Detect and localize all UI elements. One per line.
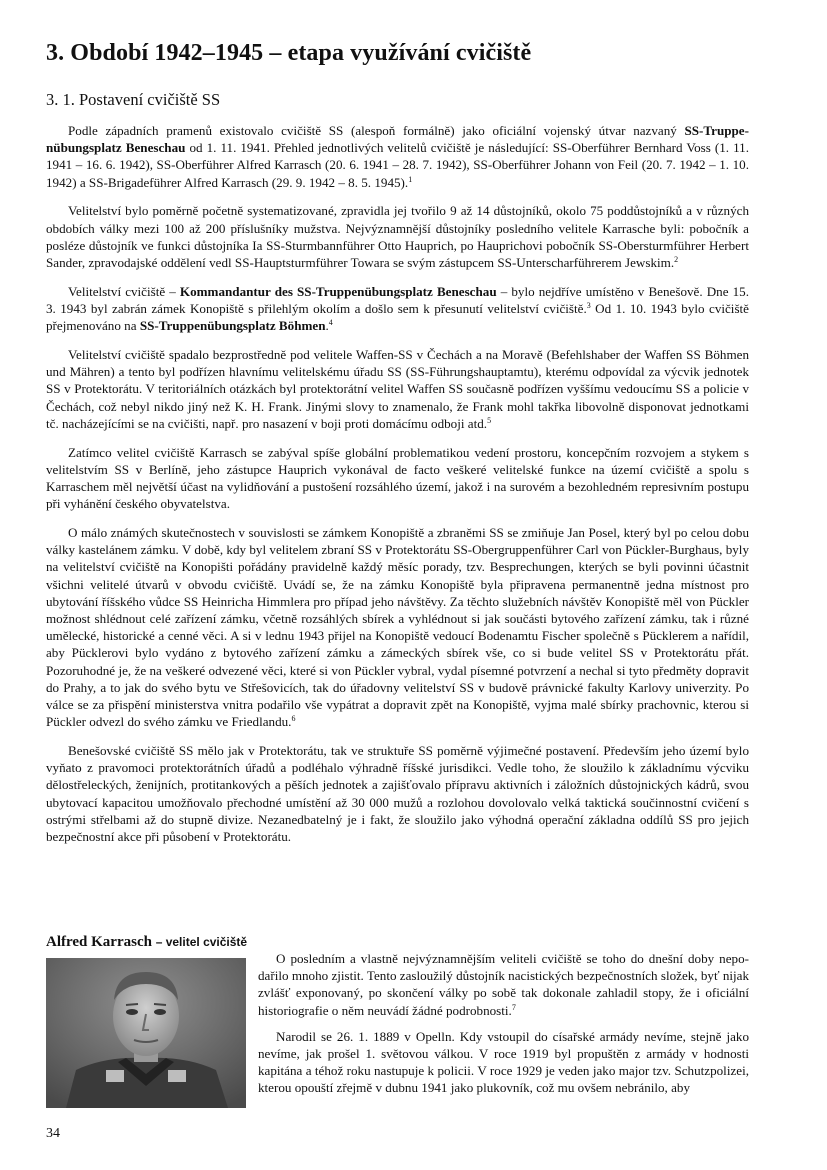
paragraph <box>46 122 749 191</box>
paragraph <box>258 1028 749 1097</box>
portrait-photo <box>46 958 246 1108</box>
bold-term: SS-Truppenübungsplatz Beneschau <box>46 123 749 156</box>
text-run: O málo známých skutečnostech v souvislosti se zámkem Konopiště a zbraněmi SS se zmiňuje Jan Posel, který byl po celou dobu války kastelánem zámku. V době, kdy byl velitelem zbraní SS v Protektorátu SS-Obergruppenführer Carl von Pückler-Burghaus, byly na velitelství cvičiště na Konopišti pořádány pravidelně každý měsíc porady, tzv. Besprechungen, kterých se byli povinni účastnit všichni velitelé útvarů v obvodu cvičiště. Uvádí se, že na zámku Konopiště byla připravena permanentně jedna místnost pro ubytování říšského vůdce SS Heinricha Himmlera pro případ jeho návštěvy. Za těchto služebních návštěv Konopiště měl von Pückler možnost shlédnout celé zařízení zámku, včetně rozsáhlých sbírek a vyhlédnout si jak součásti bytového zařízení zámku, tak i různé umělecké, historické a cenné věci. A si v lednu 1943 přijel na Konopiště vedoucí Bodenamtu Fischer společně s Pücklerem a nařídil, aby Pücklerovi bylo vydáno z bytového zařízení zámku a zámeckých sbírek vše, co si bude velitel SS v Protektorátu přát. Pozoruhodné je, že na veškeré odvezené věci, které si von Pückler vybral, vydal písemné potvrzení a nechal si tyto předměty dopravit do Prahy, a to jak do svého bytu ve Střešovicích, tak do úřadovny velitelství SS v budově právnické fakulty Karlovy univerzity. Po válce se za přispění ministerstva vnitra podařilo vše vypátrat a dopravit zpět na Konopiště, vyjma malé sbírky prachovnic, kterou si Pückler odvezl do svého zámku ve Friedlandu. <box>46 525 749 730</box>
text-run: – bylo nejdříve umístěno v Benešově. Dne 15. 3. 1943 byl zabrán zámek Konopiště s přilehlým okolím a došlo sem k přesunutí velitelství cvičiště. <box>46 283 749 317</box>
footnote-ref: 2 <box>674 255 679 265</box>
text-run: Velitelství cvičiště spadalo bezprostředně pod velitele Waffen-SS v Čechách a na Moravě (Befehlshaber der Waffen SS Böhmen und Mähren) a tento byl podřízen hlavnímu velitelskému úřadu SS (SS-Führungshauptamtu), kterému odpovídal za výcvik jednotek SS v Protektorátu. V teritoriálních otázkách byl protektorátní velitel Waffen SS současně podřízen vyššímu vedoucímu SS a policie v Čechách, což nebyl nikdo jiný než K. H. Frank. Jinými slovy to znamenalo, že Frank mohl takřka libovolně disponovat jednotkami tč. nacházejícími se na cvičišti, např. pro nasazení v boji proti domácímu odboji atd. <box>46 347 749 431</box>
text-run: Benešovské cvičiště SS mělo jak v Protektorátu, tak ve struktuře SS poměrně výjimečné postavení. Především jeho území bylo vyňato z pravomoci protektorátních úřadů a podléhalo výhradně říšské jurisdikci. Vedle toho, že sloužilo k základnímu výcviku dělostřeleckých, ženijních, protitankových a pěších jednotek a zajišťovalo přípravu aktivních i záložních důstojnických kádrů, svou ubytovací kapacitou umožňovalo přechodné umístění až 30 000 mužů a rozlohou dovolovalo velká taktická součinnostní cvičení s ostrými střelbami až do stupně divize. Nezanedbatelný je i fakt, že sloužilo jako výhodná operační základna oddílů SS pro jejich bezpečnostní akce při působení v Protektorátu. <box>46 743 749 845</box>
bio-text <box>258 950 749 1106</box>
portrait-illustration <box>46 958 246 1108</box>
footnote-ref: 5 <box>487 415 492 425</box>
paragraph <box>46 202 749 271</box>
bold-term: Kommandantur des SS-Truppenübungsplatz Beneschau <box>179 283 497 299</box>
text-run: O posledním a vlastně nejvýznamnějším veliteli cvičiště se toho do dnešní doby nepodařilo mnoho zjistit. Tento zasloužilý důstojník nacistických bezpečnostních složek, byť nijak zvlášť exponovaný, po skončení války po sobě tak dokonale zahladil stopy, že i oficiální historiografie o něm neuvádí žádné podrobnosti. <box>258 951 749 1018</box>
paragraph <box>46 283 749 335</box>
footnote-ref: 3 <box>586 301 591 311</box>
page-number: 34 <box>46 1126 60 1141</box>
footnote-ref: 1 <box>408 174 413 184</box>
text-run: Narodil se 26. 1. 1889 v Opelln. Kdy vstoupil do císařské armády nevíme, stejně jako nevíme, jak prošel 1. světovou válkou. V roce 1919 byl propuštěn z armády v hodnosti kapitána a téhož roku nastupuje k policii. V roce 1929 je veden jako major tzv. Schutzpolizei, kterou opouští zřejmě v dubnu 1941 jako plukovník, což mu ovšem nebránilo, aby <box>258 1028 749 1096</box>
text-run: Velitelství cvičiště – <box>68 283 180 299</box>
paragraph <box>258 950 749 1019</box>
text-run: . <box>325 318 329 334</box>
bio-name: Alfred Karrasch <box>46 934 152 950</box>
paragraph <box>46 524 749 730</box>
text-run: Od 1. 10. 1943 bylo cvičiště přejmenováno na <box>46 301 749 334</box>
text-run: Zatímco velitel cvičiště Karrasch se zabýval spíše globální problematikou vedení prostoru, koncepčním rozvojem a stykem s velitelstvím SS v Berlíně, jeho zástupce Hauprich vykonával de facto veškeré velitelské funkce na území cvičiště a spolu s Karraschem měl největší účast na vylidňování a pustošení rozsáhlého území, jakož i na surovém a bezohledném represivním postupu při vyhánění českého obyvatelstva. <box>46 444 749 512</box>
footnote-ref: 6 <box>291 714 296 724</box>
section-heading: 3. 1. Postavení cvičiště SS <box>46 90 221 109</box>
chapter-heading: 3. Období 1942–1945 – etapa využívání cvičiště <box>46 40 532 66</box>
body-text <box>46 122 749 857</box>
bold-term: SS-Truppenübungsplatz Böhmen <box>139 318 326 334</box>
footnote-ref: 4 <box>328 318 333 328</box>
text-run: od 1. 11. 1941. Přehled jednotlivých velitelů cvičiště je následující: SS-Oberführer Bernhard Voss (1. 11. 1941 – 16. 6. 1942), SS-Oberführer Alfred Karrasch (20. 6. 1941 – 28. 7. 1942), SS-Oberführer Johann von Feil (20. 7. 1942 – 1. 10. 1942) a SS-Brigadeführer Alfred Karrasch (29. 9. 1942 – 8. 5. 1945). <box>46 140 750 190</box>
paragraph <box>46 742 749 845</box>
text-run: Podle západních pramenů existovalo cvičiště SS (alespoň formálně) jako oficiální vojenský útvar nazvaný <box>68 123 685 138</box>
footnote-ref: 7 <box>511 1002 516 1012</box>
paragraph <box>46 346 749 432</box>
text-run: Velitelství bylo poměrně početně systematizované, zpravidla jej tvořilo 9 až 14 důstojníků, okolo 75 poddůstojníků a v různých obdobích války mezi 100 až 200 příslušníky mužstva. Nejvýznamnější důstojníky posledního velitele Karrasche byli: pobočník a posléze důstojník ve funkci důstojníka Ia SS-Sturmbannführer Otto Hauprich, po Hauprichovi pobočník SS-Obersturmführer Herbert Sander, zpravodajské oddělení vedl SS-Hauptsturmführer Towara se svým zástupcem SS-Unterscharführerem Jewskim. <box>46 203 749 271</box>
bio-role: – velitel cvičiště <box>155 935 248 949</box>
bio-heading <box>46 934 247 951</box>
paragraph <box>46 444 749 513</box>
